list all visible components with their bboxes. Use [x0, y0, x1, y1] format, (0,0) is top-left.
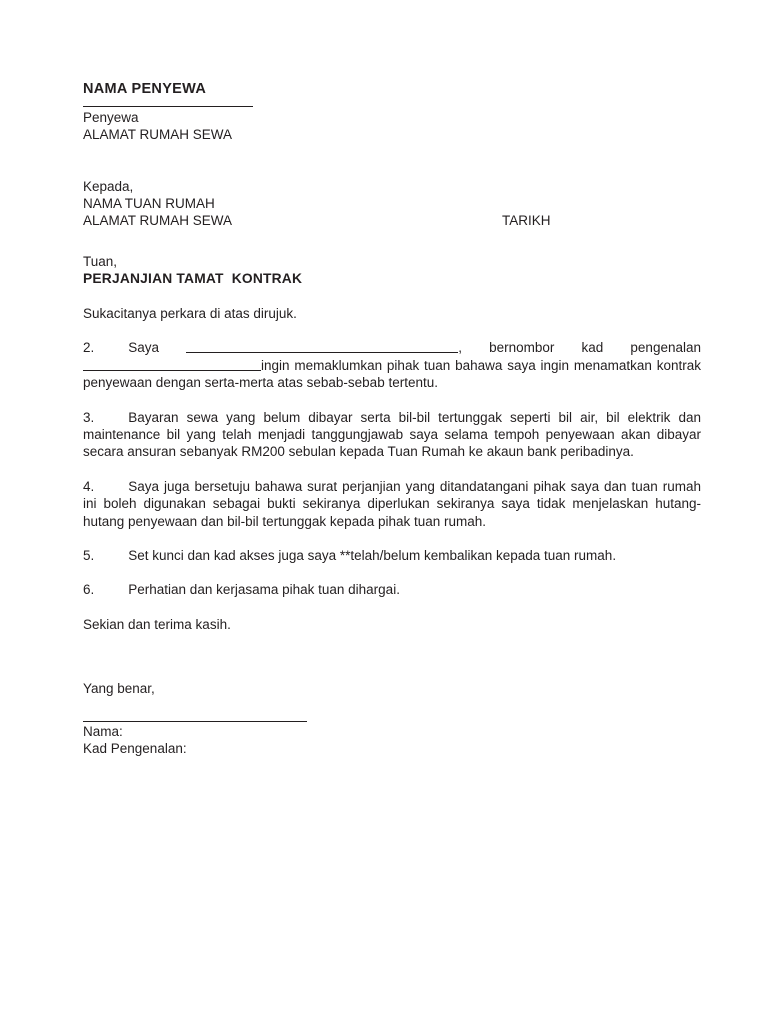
- sender-name-placeholder: NAMA PENYEWA: [83, 81, 207, 97]
- closing-thanks: Sekian dan terima kasih.: [83, 616, 231, 632]
- paragraph-4-text: Saya juga bersetuju bahawa surat perjanjian yang ditandatangani pihak saya dan tuan rumah ini boleh digunakan sebagai bukti sekiranya diperlukan sekiranya saya tidak menjelaskan hutang-hutang penyewaan dan bil-bil tertunggak kepada pihak tuan rumah.: [83, 478, 701, 529]
- letter-title: PERJANJIAN TAMAT KONTRAK: [83, 271, 303, 286]
- paragraph-2-text-continued: ingin memaklumkan pihak tuan bahawa saya ingin menamatkan kontrak penyewaan dengan serta-merta atas sebab-sebab tertentu.: [83, 357, 701, 391]
- letter-body: [83, 80, 701, 757]
- greeting: Tuan,: [83, 254, 118, 269]
- valediction: Yang benar,: [83, 681, 155, 697]
- ic-number-blank[interactable]: [83, 357, 261, 371]
- sender-block: [83, 80, 701, 143]
- sender-signature-rule: [83, 106, 253, 107]
- paragraph-3: [83, 409, 701, 461]
- signature-ic-label: Kad Pengenalan:: [83, 741, 187, 757]
- intro-paragraph: Sukacitanya perkara di atas dirujuk.: [83, 306, 297, 321]
- paragraph-6: [83, 581, 701, 598]
- paragraph-2-number: 2.: [83, 340, 95, 356]
- paragraph-5-text: Set kunci dan kad akses juga saya **telah/belum kembalikan kepada tuan rumah.: [128, 548, 617, 564]
- signoff-block: [83, 680, 701, 757]
- spacer: [83, 322, 701, 339]
- date-placeholder: TARIKH: [502, 213, 551, 228]
- spacer: [83, 668, 701, 680]
- spacer: [83, 461, 701, 478]
- signature-name-label: Nama:: [83, 724, 123, 740]
- sender-role-label: Penyewa: [83, 110, 139, 125]
- spacer: [83, 599, 701, 616]
- paragraph-4-number: 4.: [83, 478, 95, 494]
- paragraph-4: [83, 478, 701, 530]
- spacer: [83, 697, 701, 721]
- signature-rule: [83, 721, 307, 722]
- spacer: [83, 530, 701, 547]
- sender-address: ALAMAT RUMAH SEWA: [83, 127, 233, 142]
- paragraph-6-number: 6.: [83, 582, 95, 598]
- recipient-address: ALAMAT RUMAH SEWA: [83, 213, 233, 228]
- paragraph-5-number: 5.: [83, 548, 95, 564]
- spacer: [83, 229, 701, 253]
- paragraph-3-number: 3.: [83, 409, 95, 425]
- recipient-address-row: [83, 212, 701, 229]
- recipient-name-placeholder: NAMA TUAN RUMAH: [83, 196, 215, 211]
- spacer: [83, 633, 701, 668]
- recipient-salutation: Kepada,: [83, 179, 134, 194]
- paragraph-3-text: Bayaran sewa yang belum dibayar serta bil-bil tertunggak seperti bil air, bil elektrik dan maintenance bil yang telah menjadi tanggungjawab saya selama tempoh penyewaan akan dibayar secara ansuran sebanyak RM200 sebulan kepada Tuan Rumah ke akaun bank peribadinya.: [83, 409, 701, 460]
- spacer: [83, 392, 701, 409]
- spacer: [83, 288, 701, 305]
- paragraph-5: [83, 547, 701, 564]
- spacer: [83, 564, 701, 581]
- paragraph-2-text-before-blank: Saya: [128, 340, 187, 356]
- tenant-name-blank[interactable]: [186, 340, 458, 354]
- spacer: [83, 143, 701, 178]
- paragraph-2: [83, 339, 701, 391]
- paragraph-6-text: Perhatian dan kerjasama pihak tuan dihargai.: [128, 582, 400, 598]
- recipient-block: [83, 178, 701, 229]
- paragraph-2-text-after-blank: , bernombor kad pengenalan: [458, 340, 701, 356]
